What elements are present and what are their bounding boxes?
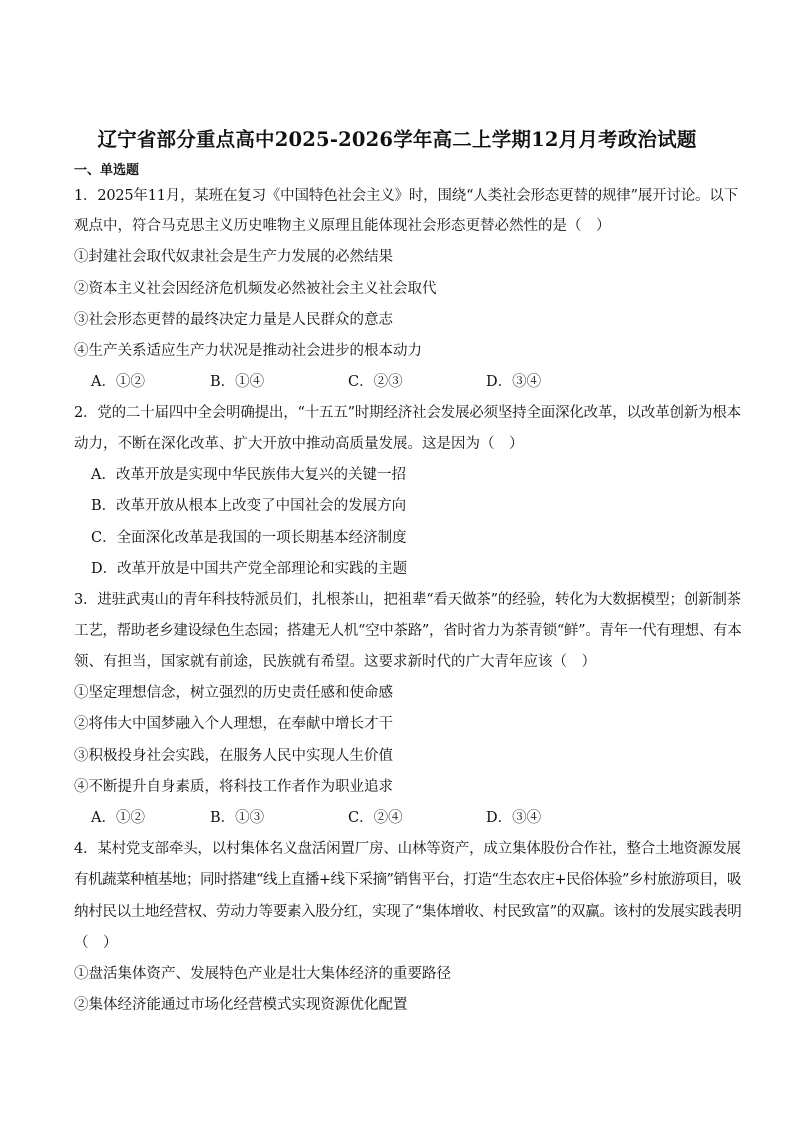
q2-option-a[interactable]: A．改革开放是实现中华民族伟大复兴的关键一招 (91, 467, 406, 483)
q3-option-a[interactable]: A．①② (91, 810, 145, 826)
q4-item-1: ①盘活集体资产、发展特色产业是壮大集体经济的重要路径 (74, 966, 451, 982)
q4-stem-line4: （ ） (74, 935, 118, 951)
q1-stem-line2: 观点中，符合马克思主义历史唯物主义原理且能体现社会形态更替必然性的是（ ） (74, 218, 611, 234)
section-heading: 一、单选题 (74, 163, 140, 178)
q4-stem-line2: 有机蔬菜种植基地；同时搭建“线上直播+线下采摘”销售平台，打造“生态农庄+民俗体验”乡村旅游项目，吸 (74, 872, 741, 888)
q3-stem-line2: 工艺，帮助老乡建设绿色生态园；搭建无人机“空中茶路”，省时省力为茶青锁“鲜”。青年一代有理想、有本 (74, 623, 742, 639)
exam-title: 辽宁省部分重点高中2025-2026学年高二上学期12月月考政治试题 (97, 128, 697, 151)
q3-stem-line1: 3．进驻武夷山的青年科技特派员们，扎根茶山，把祖辈“看天做茶”的经验，转化为大数据模型；创新制茶 (74, 592, 741, 608)
q3-stem-line3: 领、有担当，国家就有前途，民族就有希望。这要求新时代的广大青年应该（ ） (74, 654, 596, 670)
q1-item-4: ④生产关系适应生产力状况是推动社会进步的根本动力 (74, 343, 422, 359)
q1-item-2: ②资本主义社会因经济危机频发必然被社会主义社会取代 (74, 281, 437, 297)
q3-item-1: ①坚定理想信念，树立强烈的历史责任感和使命感 (74, 685, 393, 701)
q1-option-c[interactable]: C．②③ (348, 374, 403, 390)
q3-item-2: ②将伟大中国梦融入个人理想，在奉献中增长才干 (74, 716, 393, 732)
q1-option-b[interactable]: B．①④ (210, 374, 265, 390)
q4-item-2: ②集体经济能通过市场化经营模式实现资源优化配置 (74, 997, 408, 1013)
q3-item-4: ④不断提升自身素质，将科技工作者作为职业追求 (74, 779, 393, 795)
q2-option-c[interactable]: C．全面深化改革是我国的一项长期基本经济制度 (91, 530, 407, 546)
q1-option-d[interactable]: D．③④ (486, 374, 542, 390)
q3-option-c[interactable]: C．②④ (348, 810, 403, 826)
q2-stem-line2: 动力，不断在深化改革、扩大开放中推动高质量发展。这是因为（ ） (74, 436, 524, 452)
q3-item-3: ③积极投身社会实践，在服务人民中实现人生价值 (74, 748, 393, 764)
q3-option-b[interactable]: B．①③ (210, 810, 265, 826)
q2-option-b[interactable]: B．改革开放从根本上改变了中国社会的发展方向 (91, 498, 407, 514)
q2-option-d[interactable]: D．改革开放是中国共产党全部理论和实践的主题 (91, 561, 408, 577)
q1-item-3: ③社会形态更替的最终决定力量是人民群众的意志 (74, 312, 393, 328)
q1-item-1: ①封建社会取代奴隶社会是生产力发展的必然结果 (74, 249, 393, 265)
q1-option-a[interactable]: A．①② (91, 374, 145, 390)
q1-stem-line1: 1．2025年11月，某班在复习《中国特色社会主义》时，围绕“人类社会形态更替的规律”展开讨论。以下 (74, 188, 738, 204)
q2-stem-line1: 2．党的二十届四中全会明确提出，“十五五”时期经济社会发展必须坚持全面深化改革，以改革创新为根本 (74, 405, 741, 421)
q3-option-d[interactable]: D．③④ (486, 810, 542, 826)
q4-stem-line1: 4．某村党支部牵头，以村集体名义盘活闲置厂房、山林等资产，成立集体股份合作社，整合土地资源发展 (74, 841, 741, 857)
q4-stem-line3: 纳村民以土地经营权、劳动力等要素入股分红，实现了“集体增收、村民致富”的双赢。该村的发展实践表明 (74, 904, 742, 920)
